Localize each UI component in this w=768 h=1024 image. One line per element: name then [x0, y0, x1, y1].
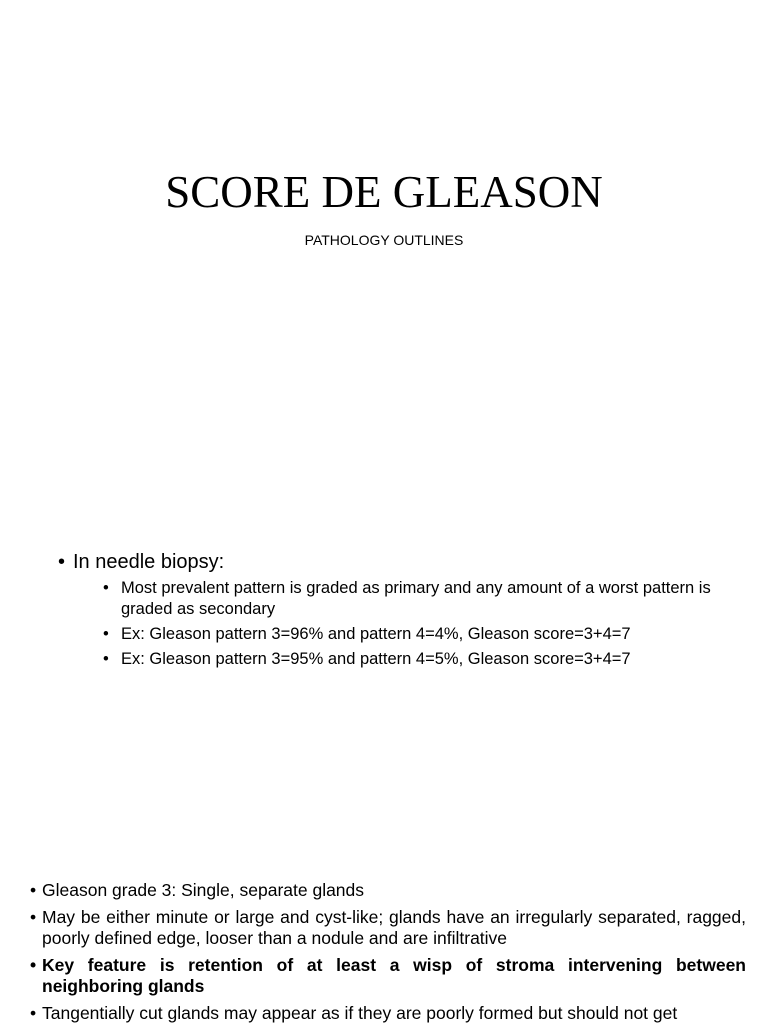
slide-subtitle: PATHOLOGY OUTLINES — [304, 232, 464, 248]
bullet-icon: • — [30, 1003, 37, 1023]
bullet-text: Key feature is retention of at least a wisp of stroma intervening between neighboring glands — [42, 955, 746, 996]
bullet-text: In needle biopsy: — [73, 551, 225, 573]
bullet-list — [30, 880, 746, 1024]
bullet-icon: • — [30, 880, 37, 900]
list-item — [30, 1003, 746, 1024]
list-item — [30, 955, 746, 997]
sub-bullet-text: Most prevalent pattern is graded as primary and any amount of a worst pattern is graded as secondary — [121, 579, 711, 618]
sub-list-item — [103, 578, 748, 620]
bullet-icon: • — [30, 907, 37, 927]
sub-bullet-text: Ex: Gleason pattern 3=95% and pattern 4=5%, Gleason score=3+4=7 — [121, 650, 631, 668]
sub-bullet-text: Ex: Gleason pattern 3=96% and pattern 4=4%, Gleason score=3+4=7 — [121, 625, 631, 643]
sub-list-item — [103, 649, 748, 670]
needle-biopsy-slide — [0, 512, 768, 852]
bullet-icon: • — [103, 650, 109, 668]
list-item — [30, 880, 746, 901]
bullet-list — [58, 550, 748, 674]
slide-title: SCORE DE GLEASON — [165, 167, 603, 217]
bullet-text: Gleason grade 3: Single, separate glands — [42, 880, 365, 900]
gleason-grade-3-slide — [0, 852, 768, 1024]
bullet-icon: • — [58, 551, 66, 573]
bullet-text: May be either minute or large and cyst-like; glands have an irregularly separated, ragged, poorly defined edge, looser than a nodule and are infiltrative — [42, 907, 746, 948]
sub-list-item — [103, 624, 748, 645]
list-item — [58, 550, 748, 670]
bullet-text: Tangentially cut glands may appear as if they are poorly formed but should not get — [42, 1003, 678, 1023]
bullet-icon: • — [103, 579, 109, 597]
sub-bullet-list — [103, 578, 748, 670]
bullet-icon: • — [30, 955, 37, 975]
list-item — [30, 907, 746, 949]
bullet-icon: • — [103, 625, 109, 643]
